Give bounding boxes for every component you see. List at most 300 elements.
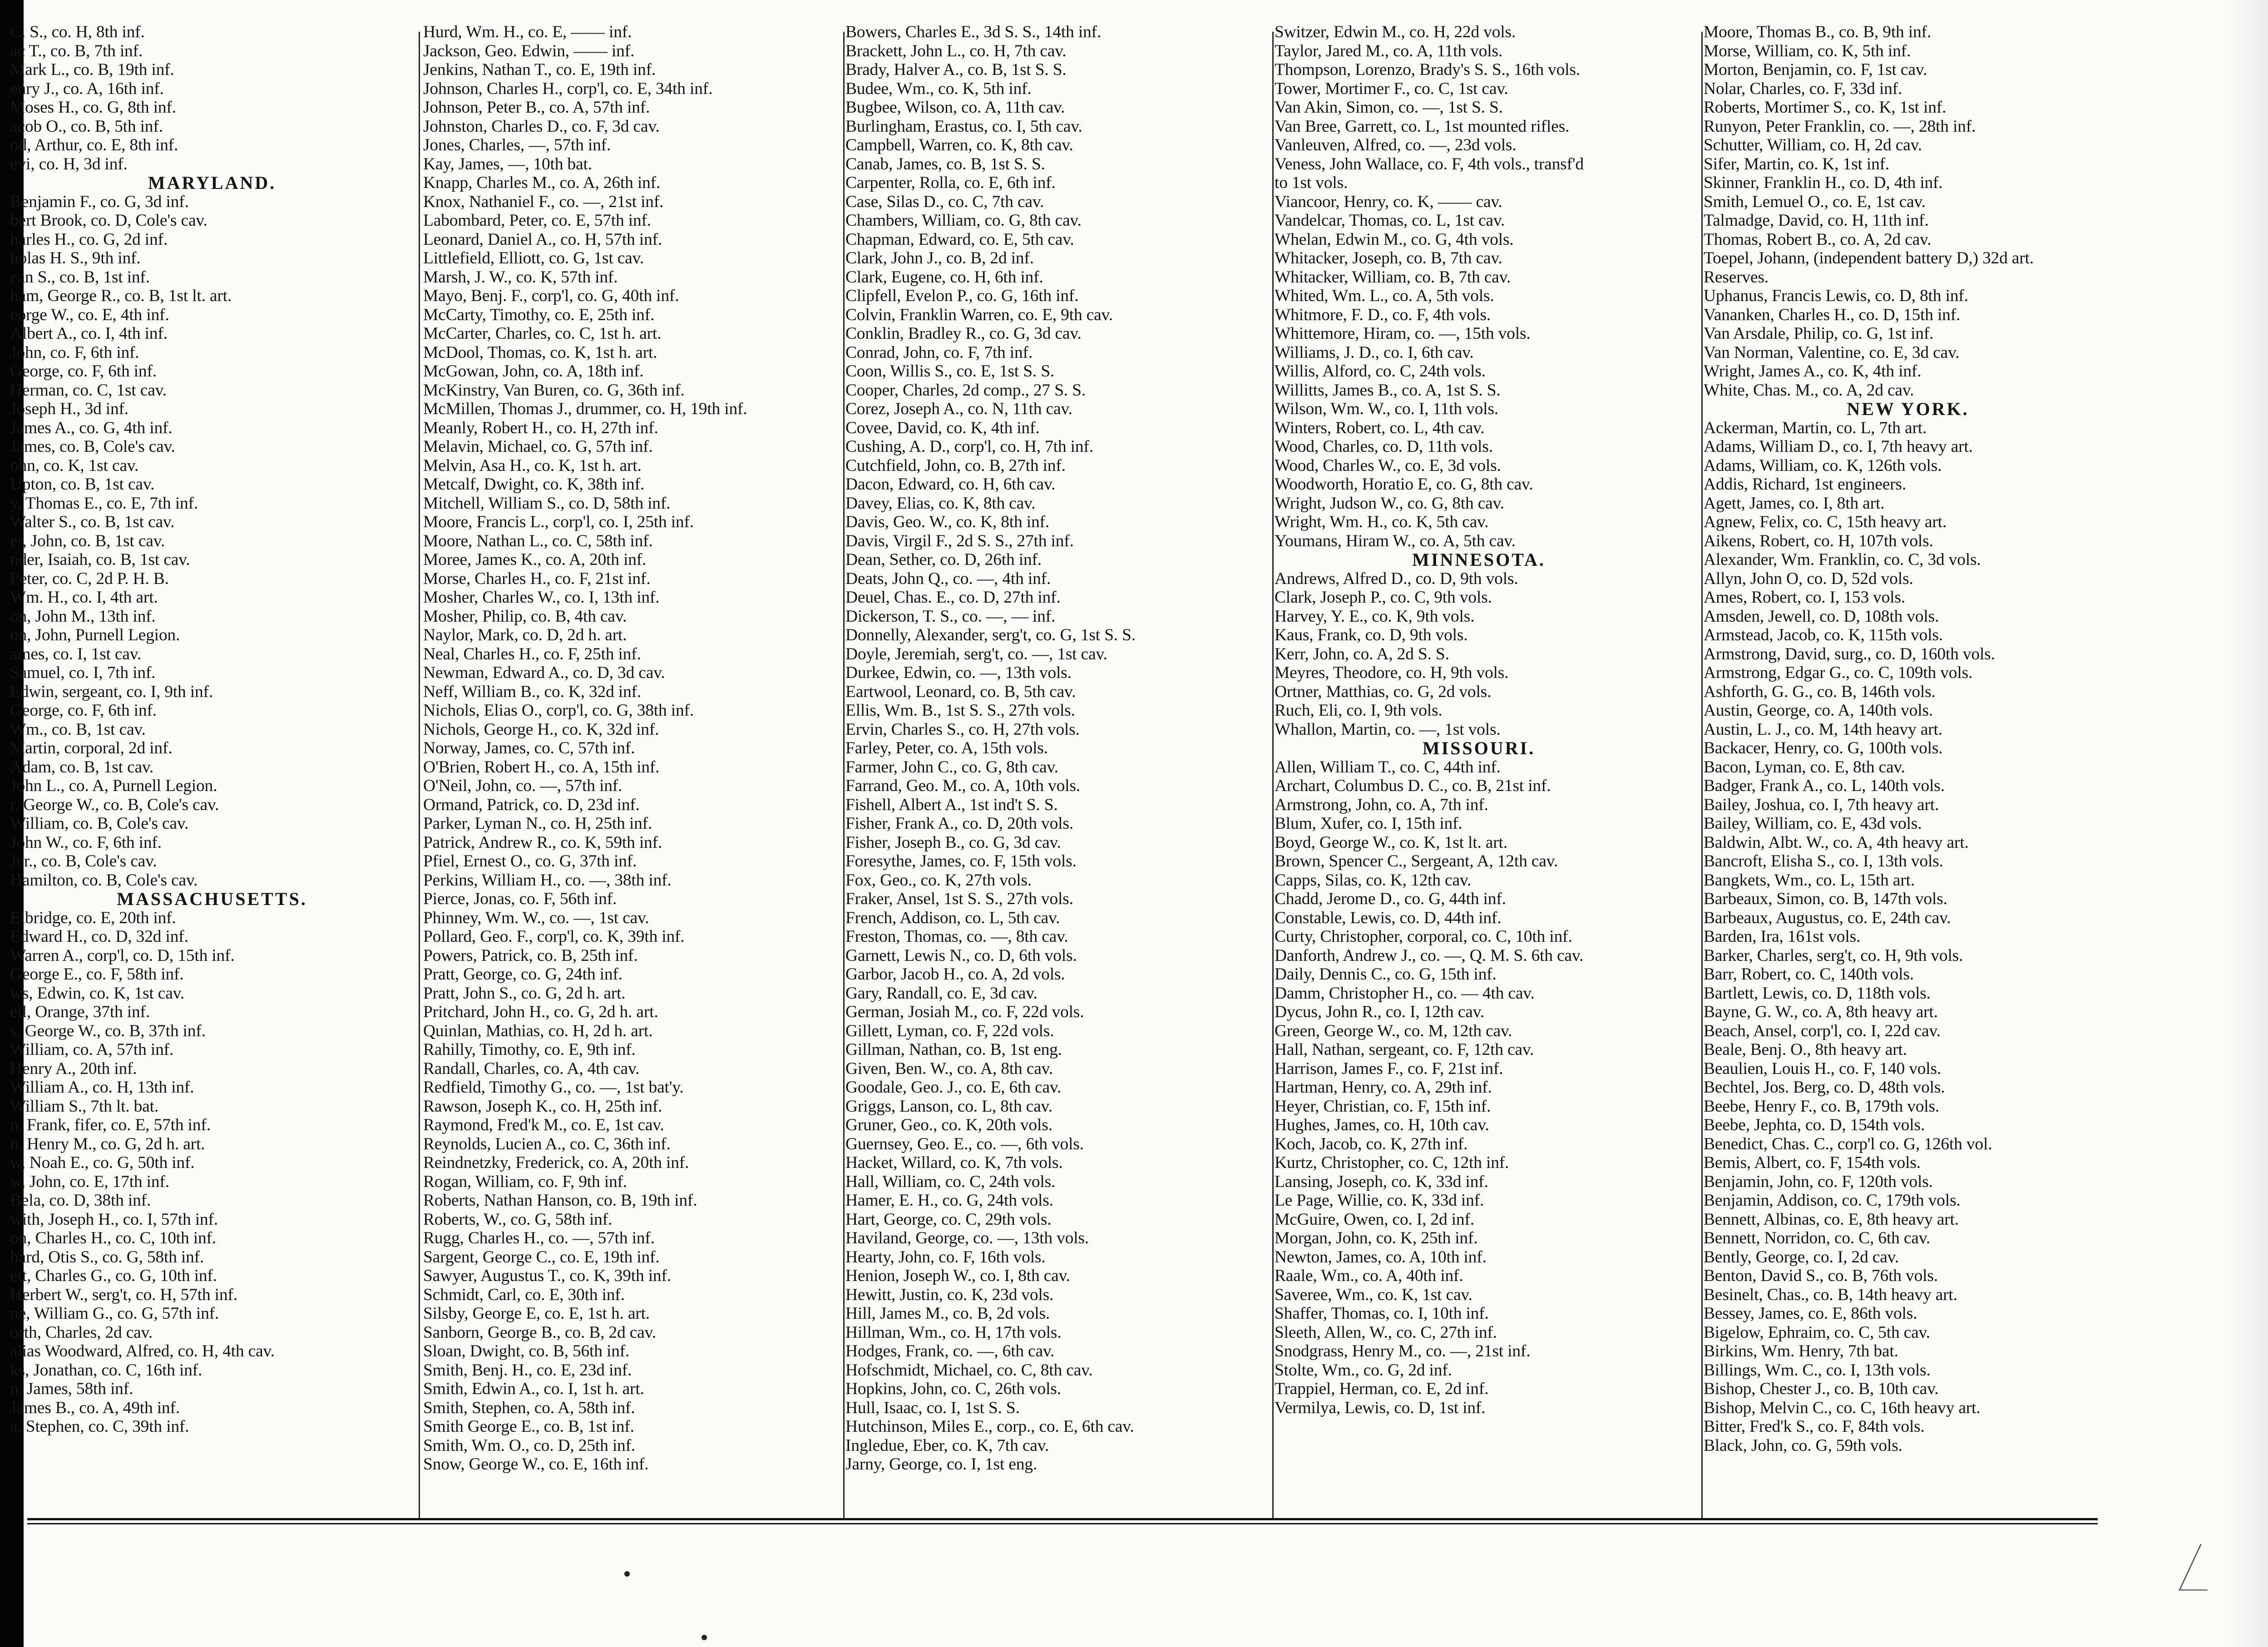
roster-entry: William A., co. H, 13th inf. bbox=[10, 1078, 194, 1097]
roster-entry: Armstead, Jacob, co. K, 115th vols. bbox=[1704, 626, 1943, 644]
roster-entry: bert Brook, co. D, Cole's cav. bbox=[10, 211, 208, 230]
roster-entry: Cutchfield, John, co. B, 27th inf. bbox=[845, 456, 1066, 475]
roster-entry: ell, Orange, 37th inf. bbox=[10, 1003, 150, 1021]
roster-entry: Youmans, Hiram W., co. A, 5th cav. bbox=[1275, 531, 1516, 550]
roster-entry: Shaffer, Thomas, co. I, 10th inf. bbox=[1275, 1304, 1489, 1323]
roster-entry: Reindnetzky, Frederick, co. A, 20th inf. bbox=[423, 1153, 689, 1172]
roster-entry: Bugbee, Wilson, co. A, 11th cav. bbox=[845, 98, 1065, 117]
roster-entry: Baldwin, Albt. W., co. A, 4th heavy art. bbox=[1704, 833, 1969, 852]
roster-entry: James A., co. G, 4th inf. bbox=[10, 418, 173, 437]
roster-entry: Newton, James, co. A, 10th inf. bbox=[1275, 1247, 1487, 1266]
roster-entry: Hearty, John, co. F, 16th vols. bbox=[845, 1247, 1046, 1266]
roster-entry: Hall, William, co. C, 24th vols. bbox=[845, 1172, 1056, 1191]
roster-entry: McGuire, Owen, co. I, 2d inf. bbox=[1275, 1210, 1474, 1229]
roster-entry: Reynolds, Lucien A., co. C, 36th inf. bbox=[423, 1134, 671, 1153]
column-divider bbox=[1272, 32, 1274, 1519]
roster-entry: Warren A., corp'l, co. D, 15th inf. bbox=[10, 946, 235, 965]
roster-entry: Rugg, Charles H., co. —, 57th inf. bbox=[423, 1229, 655, 1247]
roster-entry: Wood, Charles W., co. E, 3d vols. bbox=[1275, 456, 1501, 475]
roster-entry: Blum, Xufer, co. I, 15th inf. bbox=[1275, 814, 1463, 833]
roster-entry: ames, co. I, 1st cav. bbox=[10, 644, 142, 663]
roster-entry: Wm., co. B, 1st cav. bbox=[10, 720, 146, 739]
roster-entry: Allen, William T., co. C, 44th inf. bbox=[1275, 757, 1501, 777]
roster-entry: Mayo, Benj. F., corp'l, co. G, 40th inf. bbox=[423, 287, 679, 305]
roster-entry: Hewitt, Justin, co. K, 23d vols. bbox=[845, 1285, 1054, 1304]
roster-entry: Pratt, John S., co. G, 2d h. art. bbox=[423, 984, 626, 1003]
roster-entry: Hart, George, co. C, 29th vols. bbox=[845, 1210, 1052, 1229]
roster-entry: Fisher, Joseph B., co. G, 3d cav. bbox=[845, 833, 1061, 852]
roster-entry: hard, Otis S., co. G, 58th inf. bbox=[10, 1247, 204, 1266]
roster-entry: Wm. H., co. I, 4th art. bbox=[10, 588, 158, 607]
roster-entry: ac T., co. B, 7th inf. bbox=[10, 41, 143, 60]
roster-entry: Hamer, E. H., co. G, 24th vols. bbox=[845, 1191, 1053, 1210]
roster-entry: Addis, Richard, 1st engineers. bbox=[1704, 475, 1906, 494]
roster-entry: Parker, Lyman N., co. H, 25th inf. bbox=[423, 814, 652, 833]
page-fold-mark bbox=[2179, 1544, 2229, 1591]
roster-entry: Raymond, Fred'k M., co. E, 1st cav. bbox=[423, 1116, 664, 1134]
roster-entry: Trappiel, Herman, co. E, 2d inf. bbox=[1275, 1380, 1489, 1398]
roster-entry: Harrison, James F., co. F, 21st inf. bbox=[1275, 1059, 1503, 1078]
roster-entry: Donnelly, Alexander, serg't, co. G, 1st S. S. bbox=[845, 626, 1136, 644]
roster-entry: Andrews, Alfred D., co. D, 9th vols. bbox=[1275, 569, 1518, 588]
roster-entry: Thompson, Lorenzo, Brady's S. S., 16th vols. bbox=[1275, 60, 1580, 79]
roster-entry: Perkins, William H., co. —, 38th inf. bbox=[423, 870, 672, 890]
roster-entry: Black, John, co. G, 59th vols. bbox=[1704, 1436, 1902, 1455]
roster-entry: Henion, Joseph W., co. I, 8th cav. bbox=[845, 1266, 1070, 1285]
roster-entry: Kaus, Frank, co. D, 9th vols. bbox=[1275, 626, 1468, 644]
roster-entry: Hartman, Henry, co. A, 29th inf. bbox=[1275, 1078, 1492, 1097]
roster-entry: Benton, David S., co. B, 76th vols. bbox=[1704, 1266, 1938, 1285]
roster-entry: Beale, Benj. O., 8th heavy art. bbox=[1704, 1040, 1907, 1059]
roster-entry: Morgan, John, co. K, 25th inf. bbox=[1275, 1229, 1478, 1247]
roster-entry: Pfiel, Ernest O., co. G, 37th inf. bbox=[423, 852, 637, 870]
roster-entry: Silsby, George E, co. E, 1st h. art. bbox=[423, 1304, 650, 1323]
roster-entry: Amsden, Jewell, co. D, 108th vols. bbox=[1704, 607, 1939, 626]
roster-entry: Goodale, Geo. J., co. E, 6th cav. bbox=[845, 1078, 1062, 1097]
roster-entry: y, Thomas E., co. E, 7th inf. bbox=[10, 494, 198, 513]
roster-entry: Harvey, Y. E., co. K, 9th vols. bbox=[1275, 607, 1475, 626]
roster-entry: Gruner, Geo., co. K, 20th vols. bbox=[845, 1116, 1052, 1134]
roster-entry: Clark, John J., co. B, 2d inf. bbox=[845, 249, 1034, 267]
roster-entry: Allyn, John O, co. D, 52d vols. bbox=[1704, 569, 1913, 588]
roster-entry: Jarny, George, co. I, 1st eng. bbox=[845, 1455, 1038, 1474]
roster-entry: Ortner, Matthias, co. G, 2d vols. bbox=[1275, 682, 1492, 701]
roster-entry: Clark, Joseph P., co. C, 9th vols. bbox=[1275, 588, 1492, 607]
roster-entry: Veness, John Wallace, co. F, 4th vols., transf'd bbox=[1275, 154, 1584, 173]
roster-entry: Jenkins, Nathan T., co. E, 19th inf. bbox=[423, 60, 656, 79]
state-heading: NEW YORK. bbox=[1847, 399, 1969, 419]
ink-speck bbox=[702, 1635, 707, 1640]
roster-entry: w, John, co. E, 17th inf. bbox=[10, 1172, 169, 1191]
roster-entry: ham, George R., co. B, 1st lt. art. bbox=[10, 287, 232, 305]
roster-entry: a, Stephen, co. C, 39th inf. bbox=[10, 1417, 189, 1436]
roster-entry: Armstrong, Edgar G., co. C, 109th vols. bbox=[1704, 663, 1973, 682]
roster-entry: O'Neil, John, co. —, 57th inf. bbox=[423, 777, 623, 795]
roster-entry: Johnson, Peter B., co. A, 57th inf. bbox=[423, 98, 650, 117]
roster-entry: Badger, Frank A., co. L, 140th vols. bbox=[1704, 777, 1945, 795]
roster-entry: Uphanus, Francis Lewis, co. D, 8th inf. bbox=[1704, 287, 1968, 305]
roster-entry: Hodges, Frank, co. —, 6th cav. bbox=[845, 1342, 1055, 1360]
roster-entry: with, Joseph H., co. I, 57th inf. bbox=[10, 1210, 218, 1229]
column-4 bbox=[1275, 23, 1683, 1517]
roster-entry: John W., co. F, 6th inf. bbox=[10, 833, 162, 852]
roster-entry: Dean, Sether, co. D, 26th inf. bbox=[845, 550, 1042, 569]
roster-entry: Moore, Nathan L., co. C, 58th inf. bbox=[423, 531, 653, 550]
roster-entry: Nichols, Elias O., corp'l, co. G, 38th inf. bbox=[423, 701, 694, 720]
roster-entry: Bailey, William, co. E, 43d vols. bbox=[1704, 814, 1922, 833]
roster-entry: Archart, Columbus D. C., co. B, 21st inf. bbox=[1275, 777, 1551, 795]
roster-entry: Smith, Lemuel O., co. E, 1st cav. bbox=[1704, 192, 1926, 211]
roster-entry: George, co. F, 6th inf. bbox=[10, 362, 157, 381]
roster-entry: Moses H., co. G, 8th inf. bbox=[10, 98, 176, 117]
roster-entry: Bennett, Norridon, co. C, 6th cav. bbox=[1704, 1229, 1930, 1247]
roster-entry: Edwin, sergeant, co. I, 9th inf. bbox=[10, 682, 213, 701]
roster-entry: Whitacker, Joseph, co. B, 7th cav. bbox=[1275, 249, 1502, 267]
roster-entry: William, co. A, 57th inf. bbox=[10, 1040, 174, 1059]
roster-entry: evi, co. H, 3d inf. bbox=[10, 154, 128, 173]
roster-entry: Dycus, John R., co. I, 12th cav. bbox=[1275, 1003, 1484, 1021]
column-divider bbox=[843, 32, 845, 1519]
roster-entry: Van Arsdale, Philip, co. G, 1st inf. bbox=[1704, 324, 1934, 343]
roster-entry: Bacon, Lyman, co. E, 8th cav. bbox=[1704, 757, 1905, 777]
roster-entry: Moore, Thomas B., co. B, 9th inf. bbox=[1704, 23, 1932, 41]
roster-entry: Toepel, Johann, (independent battery D,) 32d art. bbox=[1704, 249, 2034, 267]
roster-entry: Sifer, Martin, co. K, 1st inf. bbox=[1704, 154, 1890, 173]
roster-entry: Durkee, Edwin, co. —, 13th vols. bbox=[845, 663, 1072, 682]
roster-entry: McGowan, John, co. A, 18th inf. bbox=[423, 362, 644, 381]
roster-entry: Sargent, George C., co. E, 19th inf. bbox=[423, 1247, 660, 1266]
roster-entry: Joseph H., 3d inf. bbox=[10, 400, 128, 418]
roster-entry: Moore, Francis L., corp'l, co. I, 25th inf. bbox=[423, 513, 694, 531]
roster-entry: Leonard, Daniel A., co. H, 57th inf. bbox=[423, 230, 662, 249]
roster-entry: Peter, co. C, 2d P. H. B. bbox=[10, 569, 169, 588]
state-heading: MASSACHUSETTS. bbox=[117, 889, 307, 909]
roster-entry: Rogan, William, co. F, 9th inf. bbox=[423, 1172, 627, 1191]
roster-entry: O'Brien, Robert H., co. A, 15th inf. bbox=[423, 757, 660, 777]
roster-entry: Snow, George W., co. E, 16th inf. bbox=[423, 1455, 649, 1474]
roster-entry: Roberts, Nathan Hanson, co. B, 19th inf. bbox=[423, 1191, 697, 1210]
roster-entry: Willis, Alford, co. C, 24th vols. bbox=[1275, 362, 1486, 381]
roster-entry: Farrand, Geo. M., co. A, 10th vols. bbox=[845, 777, 1080, 795]
roster-entry: Griggs, Lanson, co. L, 8th cav. bbox=[845, 1097, 1052, 1116]
roster-entry: Bartlett, Lewis, co. D, 118th vols. bbox=[1704, 984, 1931, 1003]
roster-entry: Schutter, William, co. H, 2d cav. bbox=[1704, 136, 1922, 154]
roster-entry: Doyle, Jeremiah, serg't, co. —, 1st cav. bbox=[845, 644, 1107, 663]
roster-entry: Bowers, Charles E., 3d S. S., 14th inf. bbox=[845, 23, 1102, 41]
roster-entry: Hull, Isaac, co. I, 1st S. S. bbox=[845, 1398, 1020, 1417]
roster-entry: Rahilly, Timothy, co. E, 9th inf. bbox=[423, 1040, 636, 1059]
roster-entry: on, John M., 13th inf. bbox=[10, 607, 156, 626]
roster-entry: Pierce, Jonas, co. F, 56th inf. bbox=[423, 890, 617, 908]
roster-entry: alias Woodward, Alfred, co. H, 4th cav. bbox=[10, 1342, 275, 1360]
roster-entry: Colvin, Franklin Warren, co. E, 9th cav. bbox=[845, 305, 1113, 324]
roster-entry: Wood, Charles, co. D, 11th vols. bbox=[1275, 437, 1493, 456]
roster-entry: Samuel, co. I, 7th inf. bbox=[10, 663, 156, 682]
roster-entry: Bayne, G. W., co. A, 8th heavy art. bbox=[1704, 1003, 1938, 1021]
roster-entry: Smith, Stephen, co. A, 58th inf. bbox=[423, 1398, 635, 1417]
roster-entry: Fishell, Albert A., 1st ind't S. S. bbox=[845, 795, 1058, 814]
roster-entry: Clark, Eugene, co. H, 6th inf. bbox=[845, 267, 1043, 287]
roster-entry: Heyer, Christian, co. F, 15th inf. bbox=[1275, 1097, 1491, 1116]
roster-entry: Armstrong, David, surg., co. D, 160th vols. bbox=[1704, 644, 1995, 663]
roster-entry: Martin, corporal, 2d inf. bbox=[10, 739, 173, 757]
roster-entry: Benjamin F., co. G, 3d inf. bbox=[10, 192, 189, 211]
roster-entry: Agnew, Felix, co. C, 15th heavy art. bbox=[1704, 513, 1947, 531]
roster-entry: Tower, Mortimer F., co. C, 1st cav. bbox=[1275, 79, 1508, 98]
roster-entry: nder, Isaiah, co. B, 1st cav. bbox=[10, 550, 190, 569]
roster-entry: George, co. F, 6th inf. bbox=[10, 701, 157, 720]
roster-entry: Barbeaux, Simon, co. B, 147th vols. bbox=[1704, 890, 1947, 908]
roster-entry: Beach, Ansel, corp'l, co. I, 22d cav. bbox=[1704, 1021, 1941, 1040]
roster-entry: Fisher, Frank A., co. D, 20th vols. bbox=[845, 814, 1073, 833]
roster-entry: Barden, Ira, 161st vols. bbox=[1704, 927, 1861, 946]
roster-entry: French, Addison, co. L, 5th cav. bbox=[845, 908, 1060, 927]
roster-entry: Ormand, Patrick, co. D, 23d inf. bbox=[423, 795, 640, 814]
roster-entry: Garbor, Jacob H., co. A, 2d vols. bbox=[845, 965, 1065, 984]
roster-entry: Rawson, Joseph K., co. H, 25th inf. bbox=[423, 1097, 662, 1116]
roster-entry: Bigelow, Ephraim, co. C, 5th cav. bbox=[1704, 1323, 1930, 1342]
roster-entry: s, George W., co. B, 37th inf. bbox=[10, 1021, 206, 1040]
roster-entry: Farmer, John C., co. G, 8th cav. bbox=[845, 757, 1058, 777]
roster-entry: Hamilton, co. B, Cole's cav. bbox=[10, 870, 198, 890]
roster-entry: Moree, James K., co. A, 20th inf. bbox=[423, 550, 647, 569]
roster-entry: Chambers, William, co. G, 8th cav. bbox=[845, 211, 1082, 230]
column-5 bbox=[1704, 23, 2112, 1517]
roster-entry: Mitchell, William S., co. D, 58th inf. bbox=[423, 494, 671, 513]
roster-entry: Patrick, Andrew R., co. K, 59th inf. bbox=[423, 833, 662, 852]
roster-entry: Benjamin, Addison, co. C, 179th vols. bbox=[1704, 1191, 1961, 1210]
roster-entry: McCarty, Timothy, co. E, 25th inf. bbox=[423, 305, 655, 324]
roster-entry: Vandelcar, Thomas, co. L, 1st cav. bbox=[1275, 211, 1505, 230]
roster-entry: John L., co. A, Purnell Legion. bbox=[10, 777, 217, 795]
roster-entry: Bailey, Joshua, co. I, 7th heavy art. bbox=[1704, 795, 1939, 814]
roster-entry: Damm, Christopher H., co. — 4th cav. bbox=[1275, 984, 1535, 1003]
roster-entry: John, co. F, 6th inf. bbox=[10, 343, 139, 362]
roster-entry: Coon, Willis S., co. E, 1st S. S. bbox=[845, 362, 1055, 381]
roster-entry: Winters, Robert, co. L, 4th cav. bbox=[1275, 418, 1485, 437]
roster-entry: Hillman, Wm., co. H, 17th vols. bbox=[845, 1323, 1062, 1342]
roster-entry: ne, William G., co. G, 57th inf. bbox=[10, 1304, 219, 1323]
roster-entry: Bishop, Chester J., co. B, 10th cav. bbox=[1704, 1380, 1939, 1398]
roster-entry: Austin, George, co. A, 140th vols. bbox=[1704, 701, 1933, 720]
roster-entry: Ervin, Charles S., co. H, 27th vols. bbox=[845, 720, 1080, 739]
roster-entry: Snodgrass, Henry M., co. —, 21st inf. bbox=[1275, 1342, 1531, 1360]
roster-entry: Burlingham, Erastus, co. I, 5th cav. bbox=[845, 117, 1082, 136]
column-3 bbox=[845, 23, 1254, 1517]
roster-entry: Hutchinson, Miles E., corp., co. E, 6th cav. bbox=[845, 1417, 1134, 1436]
roster-entry: Whelan, Edwin M., co. G, 4th vols. bbox=[1275, 230, 1514, 249]
roster-entry: Danforth, Andrew J., co. —, Q. M. S. 6th cav. bbox=[1275, 946, 1584, 965]
roster-entry: Vananken, Charles H., co. D, 15th inf. bbox=[1704, 305, 1961, 324]
roster-entry: Capps, Silas, co. K, 12th cav. bbox=[1275, 870, 1472, 890]
roster-entry: Ames, Robert, co. I, 153 vols. bbox=[1704, 588, 1905, 607]
roster-entry: Boyd, George W., co. K, 1st lt. art. bbox=[1275, 833, 1507, 852]
roster-entry: Powers, Patrick, co. B, 25th inf. bbox=[423, 946, 638, 965]
roster-entry: Melvin, Asa H., co. K, 1st h. art. bbox=[423, 456, 642, 475]
roster-entry: Curty, Christopher, corporal, co. C, 10th inf. bbox=[1275, 927, 1572, 946]
roster-entry: Haviland, George, co. —, 13th vols. bbox=[845, 1229, 1089, 1247]
roster-entry: Clipfell, Evelon P., co. G, 16th inf. bbox=[845, 287, 1079, 305]
roster-entry: Henry A., 20th inf. bbox=[10, 1059, 137, 1078]
roster-entry: Quinlan, Mathias, co. H, 2d h. art. bbox=[423, 1021, 653, 1040]
roster-entry: Backacer, Henry, co. G, 100th vols. bbox=[1704, 739, 1943, 757]
roster-entry: Nichols, George H., co. K, 32d inf. bbox=[423, 720, 659, 739]
roster-entry: Knapp, Charles M., co. A, 26th inf. bbox=[423, 173, 661, 192]
roster-entry: Wright, Wm. H., co. K, 5th cav. bbox=[1275, 513, 1489, 531]
roster-entry: Smith, Wm. O., co. D, 25th inf. bbox=[423, 1436, 636, 1455]
roster-entry: Raale, Wm., co. A, 40th inf. bbox=[1275, 1266, 1463, 1285]
roster-entry: Johnston, Charles D., co. F, 3d cav. bbox=[423, 117, 660, 136]
roster-entry: Herman, co. C, 1st cav. bbox=[10, 381, 167, 400]
column-divider bbox=[419, 32, 420, 1519]
roster-entry: Garnett, Lewis N., co. D, 6th vols. bbox=[845, 946, 1077, 965]
roster-entry: Cooper, Charles, 2d comp., 27 S. S. bbox=[845, 381, 1086, 400]
roster-entry: Aikens, Robert, co. H, 107th vols. bbox=[1704, 531, 1933, 550]
roster-entry: Hacket, Willard, co. K, 7th vols. bbox=[845, 1153, 1063, 1172]
roster-entry: Gillett, Lyman, co. F, 22d vols. bbox=[845, 1021, 1054, 1040]
roster-entry: Conklin, Bradley R., co. G, 3d cav. bbox=[845, 324, 1082, 343]
roster-entry: James B., co. A, 49th inf. bbox=[10, 1398, 180, 1417]
roster-entry: Morse, Charles H., co. F, 21st inf. bbox=[423, 569, 651, 588]
roster-entry: Randall, Charles, co. A, 4th cav. bbox=[423, 1059, 640, 1078]
roster-entry: Hill, James M., co. B, 2d vols. bbox=[845, 1304, 1050, 1323]
roster-entry: Carpenter, Rolla, co. E, 6th inf. bbox=[845, 173, 1056, 192]
roster-entry: White, Chas. M., co. A, 2d cav. bbox=[1704, 381, 1914, 400]
roster-entry: Woodworth, Horatio E, co. G, 8th cav. bbox=[1275, 475, 1533, 494]
roster-entry: Le Page, Willie, co. K, 33d inf. bbox=[1275, 1191, 1484, 1210]
roster-entry: Schmidt, Carl, co. E, 30th inf. bbox=[423, 1285, 625, 1304]
roster-entry: Cushing, A. D., corp'l, co. H, 7th inf. bbox=[845, 437, 1093, 456]
roster-entry: Kay, James, —, 10th bat. bbox=[423, 154, 592, 173]
roster-entry: Naylor, Mark, co. D, 2d h. art. bbox=[423, 626, 627, 644]
roster-entry: Saveree, Wm., co. K, 1st cav. bbox=[1275, 1285, 1472, 1304]
state-heading: MISSOURI. bbox=[1422, 738, 1536, 758]
roster-entry: er, John, co. B, 1st cav. bbox=[10, 531, 165, 550]
roster-entry: w, Noah E., co. G, 50th inf. bbox=[10, 1153, 195, 1172]
roster-entry: Phinney, Wm. W., co. —, 1st cav. bbox=[423, 908, 649, 927]
roster-entry: Bechtel, Jos. Berg, co. D, 48th vols. bbox=[1704, 1078, 1945, 1097]
roster-entry: Mark L., co. B, 19th inf. bbox=[10, 60, 174, 79]
bottom-rule-thick bbox=[27, 1518, 2098, 1520]
roster-entry: n, Frank, fifer, co. E, 57th inf. bbox=[10, 1116, 211, 1134]
roster-entry: James, co. B, Cole's cav. bbox=[10, 437, 175, 456]
roster-entry: Bitter, Fred'k S., co. F, 84th vols. bbox=[1704, 1417, 1925, 1436]
roster-entry: Knox, Nathaniel F., co. —, 21st inf. bbox=[423, 192, 664, 211]
roster-entry: Van Bree, Garrett, co. L, 1st mounted rifles. bbox=[1275, 117, 1570, 136]
roster-entry: Edward H., co. D, 32d inf. bbox=[10, 927, 188, 946]
roster-entry: Herbert W., serg't, co. H, 57th inf. bbox=[10, 1285, 237, 1304]
roster-entry: Metcalf, Dwight, co. K, 38th inf. bbox=[423, 475, 645, 494]
roster-entry: Van Norman, Valentine, co. E, 3d cav. bbox=[1704, 343, 1960, 362]
roster-entry: Sleeth, Allen, W., co. C, 27th inf. bbox=[1275, 1323, 1497, 1342]
roster-entry: Labombard, Peter, co. E, 57th inf. bbox=[423, 211, 651, 230]
roster-entry: Fraker, Ansel, 1st S. S., 27th vols. bbox=[845, 890, 1073, 908]
roster-entry: Jer., co. B, Cole's cav. bbox=[10, 852, 157, 870]
roster-entry: Foresythe, James, co. F, 15th vols. bbox=[845, 852, 1077, 870]
roster-entry: Bemis, Albert, co. F, 154th vols. bbox=[1704, 1153, 1921, 1172]
roster-entry: ws, Edwin, co. K, 1st cav. bbox=[10, 984, 184, 1003]
column-divider bbox=[1701, 32, 1703, 1519]
state-heading: MINNESOTA. bbox=[1412, 549, 1546, 570]
roster-entry: Smith George E., co. B, 1st inf. bbox=[423, 1417, 634, 1436]
roster-entry: Alexander, Wm. Franklin, co. C, 3d vols. bbox=[1704, 550, 1981, 569]
roster-entry: Besinelt, Chas., co. B, 14th heavy art. bbox=[1704, 1285, 1957, 1304]
roster-entry: McKinstry, Van Buren, co. G, 36th inf. bbox=[423, 381, 685, 400]
roster-entry: Van Akin, Simon, co. —, 1st S. S. bbox=[1275, 98, 1503, 117]
bottom-rule-thin bbox=[27, 1523, 2098, 1524]
roster-entry: Upton, co. B, 1st cav. bbox=[10, 475, 155, 494]
roster-entry: Bessey, James, co. E, 86th vols. bbox=[1704, 1304, 1917, 1323]
roster-entry: Kerr, John, co. A, 2d S. S. bbox=[1275, 644, 1449, 663]
column-2 bbox=[423, 23, 832, 1517]
roster-entry: Eartwool, Leonard, co. B, 5th cav. bbox=[845, 682, 1076, 701]
roster-entry: Whitmore, F. D., co. F, 4th vols. bbox=[1275, 305, 1491, 324]
state-heading: MARYLAND. bbox=[148, 173, 277, 193]
roster-entry: od, Arthur, co. E, 8th inf. bbox=[10, 136, 178, 154]
roster-entry: Jackson, Geo. Edwin, —— inf. bbox=[423, 41, 635, 60]
roster-entry: Brown, Spencer C., Sergeant, A, 12th cav. bbox=[1275, 852, 1558, 870]
roster-entry: Farley, Peter, co. A, 15th vols. bbox=[845, 739, 1048, 757]
roster-entry: Hofschmidt, Michael, co. C, 8th cav. bbox=[845, 1360, 1093, 1380]
roster-entry: Talmadge, David, co. H, 11th inf. bbox=[1704, 211, 1929, 230]
roster-entry: ohn, co. K, 1st cav. bbox=[10, 456, 139, 475]
roster-entry: Vermilya, Lewis, co. D, 1st inf. bbox=[1275, 1398, 1486, 1417]
roster-entry: Ruch, Eli, co. I, 9th vols. bbox=[1275, 701, 1443, 720]
roster-entry: Johnson, Charles H., corp'l, co. E, 34th inf. bbox=[423, 79, 713, 98]
roster-entry: Brady, Halver A., co. B, 1st S. S. bbox=[845, 60, 1067, 79]
roster-entry: on, Charles H., co. C, 10th inf. bbox=[10, 1229, 216, 1247]
roster-entry: on, John, Purnell Legion. bbox=[10, 626, 180, 644]
roster-entry: Marsh, J. W., co. K, 57th inf. bbox=[423, 267, 618, 287]
column-1 bbox=[10, 23, 414, 1517]
roster-entry: Freston, Thomas, co. —, 8th cav. bbox=[845, 927, 1068, 946]
roster-entry: ett, Charles G., co. G, 10th inf. bbox=[10, 1266, 217, 1285]
roster-entry: Vanleuven, Alfred, co. —, 23d vols. bbox=[1275, 136, 1517, 154]
roster-entry: Elbridge, co. E, 20th inf. bbox=[10, 908, 176, 927]
roster-entry: Meyres, Theodore, co. H, 9th vols. bbox=[1275, 663, 1509, 682]
roster-entry: Constable, Lewis, co. D, 44th inf. bbox=[1275, 908, 1502, 927]
roster-entry: Norway, James, co. C, 57th inf. bbox=[423, 739, 635, 757]
roster-entry: Wright, Judson W., co. G, 8th cav. bbox=[1275, 494, 1504, 513]
roster-entry: Morse, William, co. K, 5th inf. bbox=[1704, 41, 1911, 60]
roster-entry: Deuel, Chas. E., co. D, 27th inf. bbox=[845, 588, 1061, 607]
roster-entry: Benedict, Chas. C., corp'l co. G, 126th vol. bbox=[1704, 1134, 1992, 1153]
roster-entry: Adams, William D., co. I, 7th heavy art. bbox=[1704, 437, 1973, 456]
roster-entry: Brackett, John L., co. H, 7th cav. bbox=[845, 41, 1067, 60]
roster-entry: Hughes, James, co. H, 10th cav. bbox=[1275, 1116, 1489, 1134]
roster-entry: Davey, Elias, co. K, 8th cav. bbox=[845, 494, 1036, 513]
roster-entry: Conrad, John, co. F, 7th inf. bbox=[845, 343, 1033, 362]
roster-entry: Beebe, Henry F., co. B, 179th vols. bbox=[1704, 1097, 1940, 1116]
roster-entry: Mosher, Philip, co. B, 4th cav. bbox=[423, 607, 627, 626]
roster-entry: Whited, Wm. L., co. A, 5th vols. bbox=[1275, 287, 1494, 305]
roster-entry: n, James, 58th inf. bbox=[10, 1380, 133, 1398]
roster-entry: Davis, Virgil F., 2d S. S., 27th inf. bbox=[845, 531, 1074, 550]
roster-page bbox=[10, 0, 2112, 1647]
roster-entry: Pratt, George, co. G, 24th inf. bbox=[423, 965, 623, 984]
roster-entry: Hopkins, John, co. C, 26th vols. bbox=[845, 1380, 1061, 1398]
roster-entry: Gillman, Nathan, co. B, 1st eng. bbox=[845, 1040, 1062, 1059]
roster-entry: Neff, William B., co. K, 32d inf. bbox=[423, 682, 642, 701]
roster-entry: Kurtz, Christopher, co. C, 12th inf. bbox=[1275, 1153, 1509, 1172]
roster-entry: Armstrong, John, co. A, 7th inf. bbox=[1275, 795, 1488, 814]
roster-entry: Ashforth, G. G., co. B, 146th vols. bbox=[1704, 682, 1936, 701]
roster-entry: Guernsey, Geo. E., co. —, 6th vols. bbox=[845, 1134, 1084, 1153]
roster-entry: Willitts, James B., co. A, 1st S. S. bbox=[1275, 381, 1501, 400]
roster-entry: Bently, George, co. I, 2d cav. bbox=[1704, 1247, 1899, 1266]
roster-entry: orth, Charles, 2d cav. bbox=[10, 1323, 153, 1342]
roster-entry: Mosher, Charles W., co. I, 13th inf. bbox=[423, 588, 660, 607]
